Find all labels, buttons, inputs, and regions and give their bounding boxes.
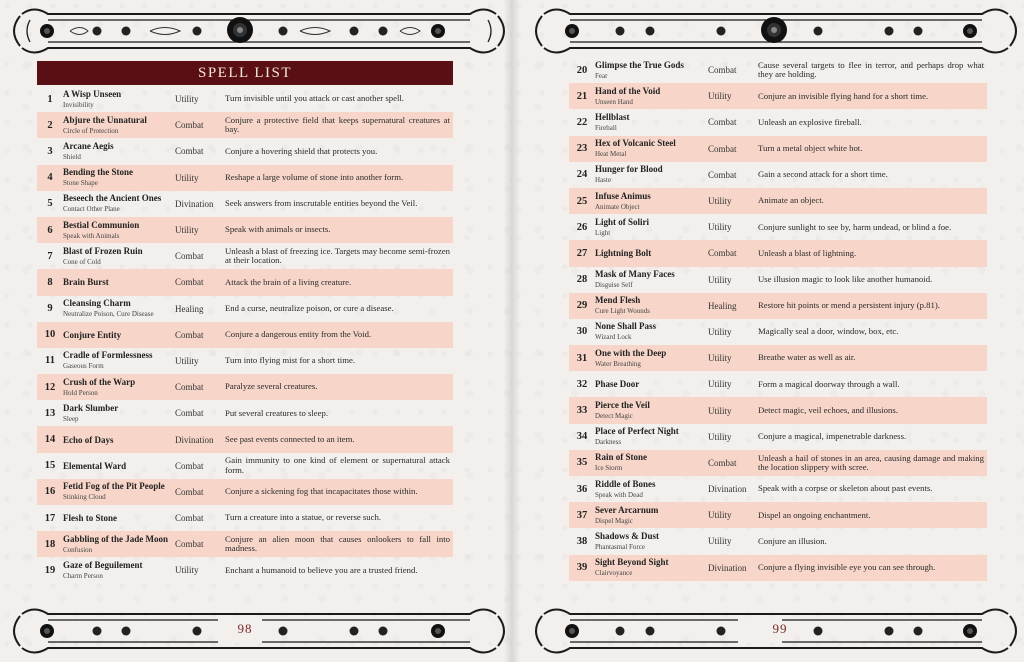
spell-name: Echo of Days: [63, 434, 114, 445]
spell-description: Reshape a large volume of stone into another form.: [225, 171, 404, 182]
spell-name-cell: [595, 319, 708, 345]
spell-description: Conjure a flying invisible eye you can see through.: [758, 561, 936, 572]
spell-name: Bestial Communion: [63, 219, 140, 230]
spell-number: 26: [576, 221, 588, 233]
top-ornament-frame: [0, 0, 512, 62]
spell-number: 12: [44, 381, 56, 393]
spell-name-cell: [63, 557, 175, 583]
spell-name: Mask of Many Faces: [595, 269, 675, 280]
spell-number: 3: [47, 145, 53, 157]
spell-name: One with the Deep: [595, 347, 667, 358]
spell-type: Utility: [175, 355, 199, 366]
page-number-left: 98: [237, 621, 253, 636]
spell-row: [37, 557, 453, 583]
spell-name: Conjure Entity: [63, 329, 122, 340]
spell-name: Crush of the Warp: [63, 376, 136, 387]
spell-row: [569, 83, 987, 109]
spell-number: 19: [44, 564, 56, 576]
spell-type: Combat: [175, 539, 204, 550]
spell-type: Combat: [708, 169, 737, 180]
spell-name: Hand of the Void: [595, 85, 661, 96]
spell-alias: Shield: [63, 152, 81, 161]
spell-name-cell: [595, 476, 708, 502]
spell-name-cell: [63, 112, 175, 138]
spell-description: Conjure a dangerous entity from the Void.: [225, 329, 372, 340]
spell-name: Infuse Animus: [595, 190, 651, 201]
spell-name-cell: [595, 83, 708, 109]
spell-alias: Phantasmal Force: [595, 542, 645, 551]
spell-type: Combat: [175, 408, 204, 419]
spell-alias: Hold Person: [63, 388, 98, 397]
spell-name: Pierce the Veil: [595, 400, 650, 411]
spell-row: [37, 112, 453, 138]
spell-name-cell: [63, 269, 175, 295]
spell-row: [569, 345, 987, 371]
spell-name-cell: [595, 57, 708, 83]
spell-row: [569, 555, 987, 581]
spell-number: 22: [576, 116, 588, 128]
spell-description: Conjure a magical, impenetrable darkness.: [758, 431, 907, 442]
spell-number: 39: [576, 562, 588, 574]
spell-description: Animate an object.: [758, 195, 824, 206]
spell-description: Gain a second attack for a short time.: [758, 169, 888, 180]
spell-name-cell: [63, 165, 175, 191]
spell-description: Attack the brain of a living creature.: [225, 276, 352, 287]
spell-row: [569, 240, 987, 266]
spell-name-cell: [595, 136, 708, 162]
spell-type: Combat: [175, 251, 204, 262]
spell-number: 30: [576, 326, 588, 338]
spell-row: [37, 400, 453, 426]
spell-name-cell: [63, 322, 175, 348]
spell-type: Combat: [708, 457, 737, 468]
spell-name-cell: [595, 424, 708, 450]
spell-row: [569, 397, 987, 423]
spell-name-cell: [595, 555, 708, 581]
spell-alias: Confusion: [63, 545, 93, 554]
spell-row: [569, 528, 987, 554]
spell-name-cell: [595, 450, 708, 476]
spell-alias: Detect Magic: [595, 412, 633, 421]
spell-description: Conjure an illusion.: [758, 535, 827, 546]
spell-alias: Heat Metal: [595, 150, 627, 159]
spell-row: [37, 138, 453, 164]
spell-name-cell: [595, 502, 708, 528]
spell-name-cell: [63, 400, 175, 426]
spell-description: Dispel an ongoing enchantment.: [758, 509, 871, 520]
spell-type: Combat: [708, 248, 737, 259]
spell-name: Hellblast: [595, 111, 630, 122]
spell-type: Combat: [708, 117, 737, 128]
spell-number: 15: [44, 460, 56, 472]
spell-alias: Clairvoyance: [595, 569, 633, 578]
spell-number: 29: [576, 300, 588, 312]
spell-type: Utility: [708, 274, 732, 285]
spell-alias: Speak with Dead: [595, 490, 643, 499]
spell-name-cell: [595, 528, 708, 554]
spell-alias: Gaseous Form: [63, 362, 104, 371]
spell-row: [569, 136, 987, 162]
spell-number: 13: [44, 407, 56, 419]
spell-name: Beseech the Ancient Ones: [63, 193, 162, 204]
spell-description: Cause several targets to flee in terror, and perhaps drop what they are holding.: [758, 59, 984, 80]
spell-description: End a curse, neutralize poison, or cure a disease.: [225, 302, 394, 313]
spell-description: Conjure a protective field that keeps supernatural creatures at bay.: [225, 114, 450, 135]
spell-name-cell: [595, 267, 708, 293]
spell-row: [37, 191, 453, 217]
spell-number: 36: [576, 483, 588, 495]
spell-name: Fetid Fog of the Pit People: [63, 481, 165, 492]
spell-number: 31: [576, 352, 588, 364]
spell-row: [569, 162, 987, 188]
spell-type: Divination: [708, 484, 747, 495]
spell-list-title: SPELL LIST: [37, 61, 453, 85]
spell-description: Conjure sunlight to see by, harm undead, or blind a foe.: [758, 221, 952, 232]
spell-number: 14: [44, 434, 56, 446]
spell-description: Unleash a blast of freezing ice. Targets may become semi-frozen at their location.: [225, 245, 450, 266]
spell-number: 1: [47, 93, 53, 105]
spell-name: None Shall Pass: [595, 321, 657, 332]
spell-row: [569, 502, 987, 528]
spell-number: 17: [44, 512, 56, 524]
spell-name-cell: [63, 217, 175, 243]
spell-name: Blast of Frozen Ruin: [63, 245, 143, 256]
spell-description: Unleash a hail of stones in an area, causing damage and making the location slippery with scree.: [758, 452, 984, 472]
spell-name-cell: [63, 505, 175, 531]
spell-description: Turn a metal object white hot.: [758, 142, 863, 153]
spell-description: Gain immunity to one kind of element or supernatural attack form.: [225, 455, 450, 475]
spell-row: [569, 109, 987, 135]
spell-name-cell: [595, 397, 708, 423]
spell-description: Seek answers from inscrutable entities beyond the Veil.: [225, 198, 418, 209]
spell-alias: Sleep: [63, 414, 79, 423]
spell-alias: Fireball: [595, 123, 617, 132]
spell-name: Phase Door: [595, 379, 640, 390]
spell-row: [37, 165, 453, 191]
spell-row: [37, 453, 453, 479]
spell-type: Combat: [175, 382, 204, 393]
spell-name: Glimpse the True Gods: [595, 59, 684, 70]
spell-row: [37, 505, 453, 531]
spell-type: Utility: [708, 353, 732, 364]
spell-row: [569, 424, 987, 450]
spell-number: 34: [576, 431, 588, 443]
spell-row: [569, 214, 987, 240]
spell-description: Conjure an invisible flying hand for a short time.: [758, 90, 929, 101]
spell-type: Divination: [175, 434, 214, 445]
spell-type: Utility: [175, 172, 199, 183]
spell-description: Detect magic, veil echoes, and illusions.: [758, 404, 898, 415]
spell-number: 38: [576, 535, 588, 547]
spell-name: Gabbling of the Jade Moon Confusion: [63, 533, 169, 554]
spell-row: [569, 188, 987, 214]
spell-name: Hex of Volcanic Steel: [595, 138, 676, 149]
spell-description: Unleash a blast of lightning.: [758, 247, 857, 258]
spell-name-cell: [63, 348, 175, 374]
spell-table-right: [569, 57, 987, 581]
spell-number: 10: [44, 329, 56, 341]
spell-name-cell: [63, 296, 175, 322]
spell-alias: Light: [595, 228, 611, 237]
spell-alias: Circle of Protection: [63, 126, 119, 135]
spell-name-cell: [63, 426, 175, 452]
spell-alias: Speak with Animals: [63, 231, 120, 240]
spell-number: 7: [47, 250, 53, 262]
spell-name-cell: [63, 243, 175, 269]
spell-number: 4: [47, 172, 53, 184]
spell-type: Combat: [175, 513, 204, 524]
spell-description: Conjure a sickening fog that incapacitates those within.: [225, 486, 418, 497]
spell-description: Enchant a humanoid to believe you are a trusted friend.: [225, 564, 418, 575]
spell-name: Lightning Bolt: [595, 248, 652, 259]
spell-number: 16: [44, 486, 56, 498]
spell-type: Combat: [708, 143, 737, 154]
spell-type: Combat: [175, 329, 204, 340]
spell-row: [37, 531, 453, 557]
spell-name: Place of Perfect Night: [595, 426, 679, 437]
spell-type: Healing: [708, 300, 737, 311]
spell-number: 35: [576, 457, 588, 469]
spell-number: 8: [47, 276, 53, 288]
spell-name-cell: [63, 191, 175, 217]
spell-name-cell: [63, 479, 175, 505]
spell-name: Cleansing Charm: [63, 298, 131, 309]
spell-description: Conjure a hovering shield that protects you.: [225, 145, 378, 156]
spell-row: [37, 296, 453, 322]
spell-alias: Contact Other Plane: [63, 205, 120, 214]
spell-name-cell: [63, 453, 175, 479]
spell-type: Utility: [175, 565, 199, 576]
top-ornament-frame: [512, 0, 1024, 62]
spell-alias: Cone of Cold: [63, 257, 101, 266]
spell-alias: Dispel Magic: [595, 516, 633, 525]
spell-number: 20: [576, 64, 588, 76]
spell-description: Speak with a corpse or skeleton about past events.: [758, 483, 933, 494]
spell-alias: Ice Storm: [595, 464, 623, 473]
spell-alias: Neutralize Poison, Cure Disease: [63, 310, 154, 319]
spell-description: Unleash an explosive fireball.: [758, 116, 862, 127]
spell-row: [569, 450, 987, 476]
spell-type: Combat: [175, 120, 204, 131]
spell-description: Magically seal a door, window, box, etc.: [758, 326, 899, 337]
spell-name: Sight Beyond Sight: [595, 557, 669, 568]
spell-alias: Unseen Hand: [595, 97, 633, 106]
spell-type: Utility: [708, 196, 732, 207]
spell-name: Sever Arcarnum: [595, 504, 659, 515]
spell-alias: Invisibility: [63, 100, 94, 109]
spell-number: 9: [47, 303, 53, 315]
spell-name: Rain of Stone: [595, 452, 648, 463]
spell-name: Flesh to Stone: [63, 513, 117, 524]
spell-row: [37, 479, 453, 505]
spell-type: Utility: [708, 510, 732, 521]
spell-number: 37: [576, 509, 588, 521]
spell-description: Restore hit points or mend a persistent injury (p.81).: [758, 300, 940, 311]
spell-name-cell: [63, 374, 175, 400]
spell-row: [569, 476, 987, 502]
spell-description: Form a magical doorway through a wall.: [758, 378, 900, 389]
spell-name: Shadows & Dust: [595, 530, 660, 541]
spell-type: Divination: [175, 198, 214, 209]
book-gutter: [504, 0, 520, 662]
spell-row: [569, 293, 987, 319]
spell-number: 18: [44, 538, 56, 550]
spell-name: Dark Slumber: [63, 402, 119, 413]
spell-description: Conjure an alien moon that causes onlookers to fall into madness.: [225, 533, 450, 554]
spell-name: Abjure the Unnatural: [63, 114, 147, 125]
spell-type: Combat: [708, 65, 737, 76]
spell-alias: Charm Person: [63, 571, 103, 580]
spell-number: 33: [576, 405, 588, 417]
spell-type: Utility: [175, 225, 199, 236]
spell-alias: Fear: [595, 71, 608, 80]
spell-name-cell: [63, 86, 175, 112]
spell-number: 25: [576, 195, 588, 207]
spell-name: Elemental Ward: [63, 460, 127, 471]
spell-alias: Haste: [595, 176, 611, 185]
spell-type: Combat: [175, 146, 204, 157]
right-page: [512, 0, 1024, 662]
spell-alias: Disguise Self: [595, 281, 633, 290]
spell-row: [37, 348, 453, 374]
spell-type: Combat: [175, 277, 204, 288]
spell-number: 28: [576, 274, 588, 286]
spell-number: 21: [576, 90, 588, 102]
spell-name-cell: [595, 371, 708, 397]
page-number-right: 99: [772, 621, 788, 636]
spell-type: Utility: [708, 91, 732, 102]
spell-type: Utility: [708, 326, 732, 337]
spell-name: A Wisp Unseen: [63, 88, 122, 99]
spell-row: [37, 426, 453, 452]
spell-row: [37, 269, 453, 295]
spell-number: 24: [576, 169, 588, 181]
spell-type: Healing: [175, 303, 204, 314]
spell-name-cell: [595, 240, 708, 266]
spell-name: Brain Burst: [63, 277, 109, 288]
spell-description: Paralyze several creatures.: [225, 381, 318, 392]
spell-alias: Wizard Lock: [595, 333, 632, 342]
spell-number: 2: [47, 119, 53, 131]
spell-name-cell: [595, 293, 708, 319]
spell-description: See past events connected to an item.: [225, 433, 355, 444]
spell-type: Combat: [175, 486, 204, 497]
spell-name-cell: [595, 109, 708, 135]
spell-alias: Cure Light Wounds: [595, 307, 650, 316]
spell-description: Speak with animals or insects.: [225, 224, 331, 235]
spell-name: Cradle of Formlessness: [63, 350, 153, 361]
spell-row: [37, 243, 453, 269]
spell-table-left: [37, 86, 453, 584]
spell-number: 27: [576, 247, 588, 259]
spell-description: Use illusion magic to look like another humanoid.: [758, 273, 933, 284]
spell-name-cell: [595, 345, 708, 371]
spell-name: Arcane Aegis: [63, 140, 114, 151]
spell-description: Turn invisible until you attack or cast another spell.: [225, 93, 404, 104]
spell-row: [37, 322, 453, 348]
spell-description: Turn into flying mist for a short time.: [225, 355, 355, 366]
spell-row: [569, 371, 987, 397]
spell-alias: Animate Object: [595, 202, 640, 211]
spell-row: [569, 267, 987, 293]
spell-name: Light of Soliri: [595, 216, 650, 227]
spell-name: Gaze of Beguilement: [63, 559, 143, 570]
spell-row: [37, 86, 453, 112]
spell-row: [37, 374, 453, 400]
spell-type: Divination: [708, 562, 747, 573]
spell-name-cell: [63, 531, 175, 557]
spell-description: Breathe water as well as air.: [758, 352, 856, 363]
spell-name: Riddle of Bones: [595, 478, 656, 489]
spell-row: [569, 57, 987, 83]
spell-number: 6: [47, 224, 53, 236]
spell-type: Utility: [708, 222, 732, 233]
spell-alias: Darkness: [595, 438, 622, 447]
spell-type: Utility: [175, 94, 199, 105]
spell-name: Hunger for Blood: [595, 164, 663, 175]
spell-number: 5: [47, 198, 53, 210]
spell-name: Bending the Stone: [63, 167, 134, 178]
spell-row: [37, 217, 453, 243]
spell-name: Mend Flesh: [595, 295, 641, 306]
spell-alias: Water Breathing: [595, 359, 641, 368]
spell-name-cell: [595, 214, 708, 240]
spell-alias: Stone Shape: [63, 179, 98, 188]
spell-name-cell: [63, 138, 175, 164]
spell-type: Utility: [708, 405, 732, 416]
spell-type: Combat: [175, 460, 204, 471]
spell-name-cell: [595, 162, 708, 188]
spell-type: Utility: [708, 536, 732, 547]
spell-number: 23: [576, 143, 588, 155]
spell-number: 32: [576, 378, 588, 390]
spell-type: Utility: [708, 431, 732, 442]
spell-row: [569, 319, 987, 345]
spell-description: Turn a creature into a statue, or reverse such.: [225, 512, 381, 523]
spell-name-cell: [595, 188, 708, 214]
spell-alias: Stinking Cloud: [63, 493, 106, 502]
spell-description: Put several creatures to sleep.: [225, 407, 329, 418]
spell-type: Utility: [708, 379, 732, 390]
spell-number: 11: [45, 355, 55, 367]
